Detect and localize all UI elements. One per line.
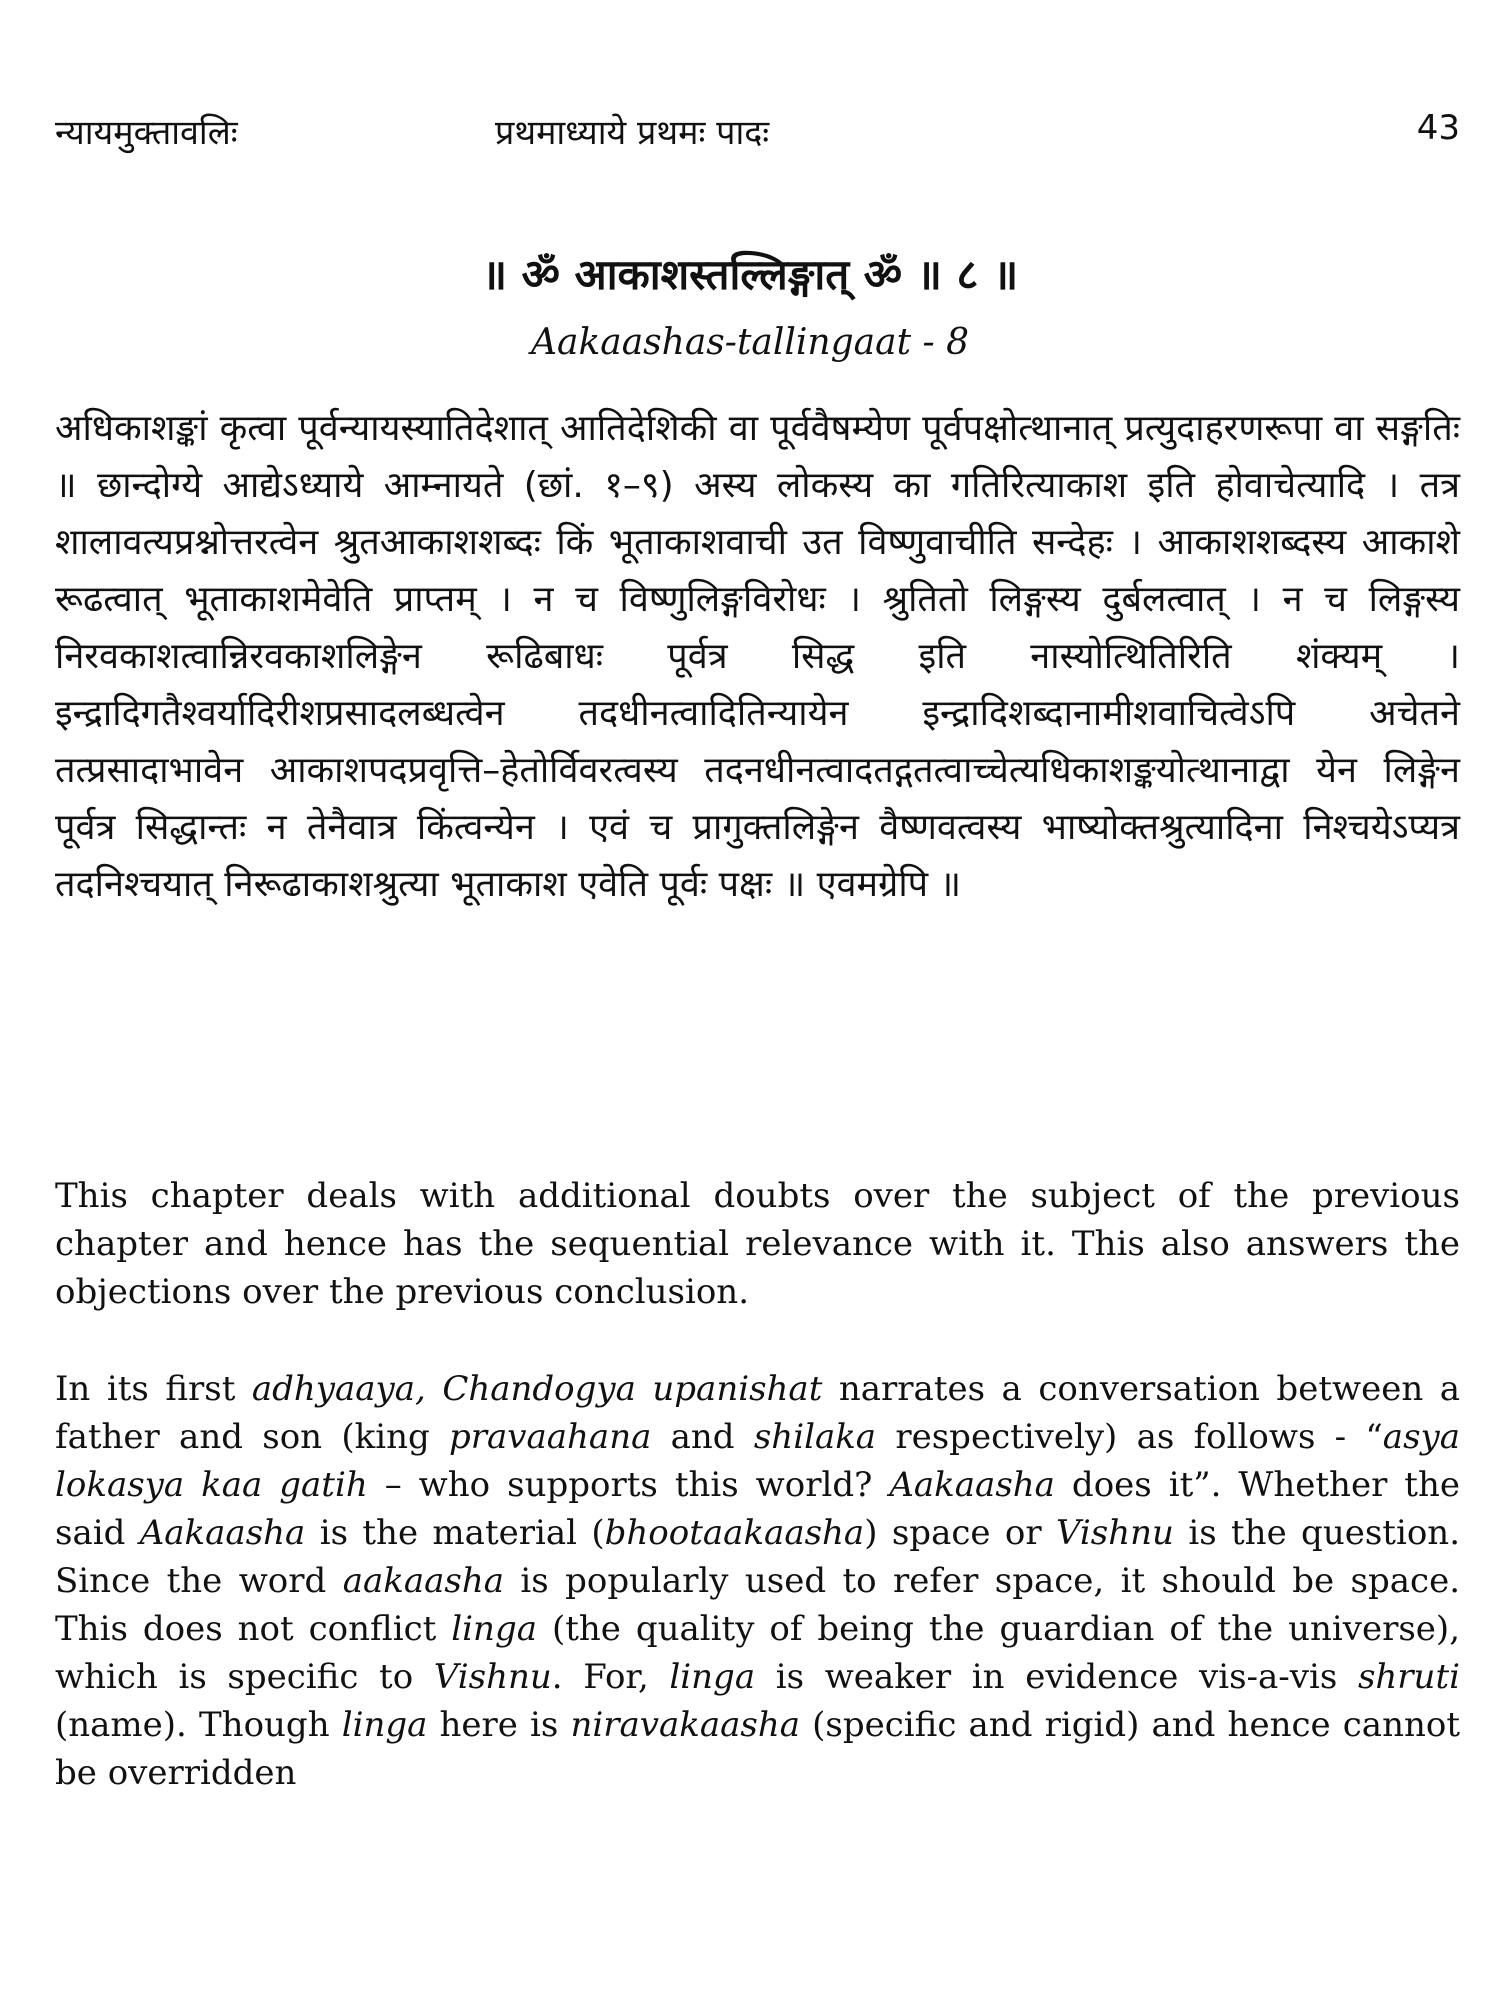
italic-term: aakaasha bbox=[342, 1561, 504, 1601]
italic-term: adhyaaya, Chandogya upanishat bbox=[251, 1369, 823, 1409]
english-paragraph-2 bbox=[55, 1365, 1460, 1797]
text-run: respectively) as follows - “ bbox=[876, 1417, 1383, 1457]
text-run: In its first bbox=[55, 1369, 252, 1409]
text-run: here is bbox=[427, 1705, 571, 1745]
running-header bbox=[55, 108, 1460, 158]
text-run: does it”. Whether the said bbox=[55, 1465, 1460, 1553]
italic-term: shruti bbox=[1357, 1657, 1460, 1697]
italic-term: Vishnu bbox=[1055, 1513, 1174, 1553]
text-run: and bbox=[651, 1417, 754, 1457]
book-title: न्यायमुक्तावलिः bbox=[55, 113, 238, 153]
english-paragraph-1: This chapter deals with additional doubts over the subject of the previous chapter and hence has the sequential relevance with it. This also answers the objections over the previous conclusion. bbox=[55, 1176, 1460, 1312]
italic-term: pravaahana bbox=[449, 1417, 652, 1457]
text-run: is the question. Since the word bbox=[55, 1513, 1461, 1601]
italic-term: linga bbox=[341, 1705, 428, 1745]
text-run: is weaker in evidence vis-a-vis bbox=[755, 1657, 1358, 1697]
italic-term: shilaka bbox=[753, 1417, 877, 1457]
text-run: – who supports this world? bbox=[367, 1465, 890, 1505]
text-run: (specific and rigid) and hence cannot be overridden bbox=[55, 1705, 1460, 1793]
text-run: . For, bbox=[551, 1657, 670, 1697]
sutra-heading: ॥ ॐ आकाशस्तल्लिङ्गात् ॐ ॥ ८ ॥ bbox=[481, 250, 1019, 299]
italic-term: linga bbox=[669, 1657, 756, 1697]
sutra-transliteration: Aakaashas-tallingaat - 8 bbox=[530, 322, 969, 363]
italic-term: asya lokasya kaa gatih bbox=[55, 1417, 1460, 1505]
italic-term: niravakaasha bbox=[570, 1705, 801, 1745]
text-run: (the quality of being the guardian of the universe), which is specific to bbox=[55, 1609, 1460, 1697]
sanskrit-commentary: अधिकाशङ्कां कृत्वा पूर्वन्यायस्यातिदेशात् आतिदेशिकी वा पूर्ववैषम्येण पूर्वपक्षोत्थानात् प्रत्युदाहरणरूपा वा सङ्गतिः ॥ छान्दोग्ये आद्येऽध्याये आम्नायते (छां. १–९) अस्य लोकस्य का गतिरित्याकाश इति होवाचेत्यादि । तत्र शालावत्यप्रश्नोत्तरत्वेन श्रुतआकाशशब्दः किं भूताकाशवाची उत विष्णुवाचीति सन्देहः । आकाशशब्दस्य आकाशे रूढत्वात् भूताकाशमेवेति प्राप्तम् । न च विष्णुलिङ्गविरोधः । श्रुतितो लिङ्गस्य दुर्बलत्वात् । न च लिङ्गस्य निरवकाशत्वान्निरवकाशलिङ्गेन रूढिबाधः पूर्वत्र सिद्ध इति नास्योत्थितिरिति शंक्यम् । इन्द्रादिगतैश्वर्यादिरीशप्रसादलब्धत्वेन तदधीनत्वादितिन्यायेन इन्द्रादिशब्दानामीशवाचित्वेऽपि अचेतने तत्प्रसादाभावेन आकाशपदप्रवृत्ति–हेतोर्विवरत्वस्य तदनधीनत्वादतद्गतत्वाच्चेत्यधिकाशङ्कयोत्थानाद्वा येन लिङ्गेन पूर्वत्र सिद्धान्तः न तेनैवात्र किंत्वन्येन । एवं च प्रागुक्तलिङ्गेन वैष्णवत्वस्य भाष्योक्तश्रुत्यादिना निश्चयेऽप्यत्र तदनिश्चयात् निरूढाकाशश्रुत्या भूताकाश एवेति पूर्वः पक्षः ॥ एवमग्रेपि ॥ bbox=[55, 408, 1460, 905]
italic-term: Aakaasha bbox=[139, 1513, 306, 1553]
italic-term: linga bbox=[451, 1609, 537, 1649]
text-run: (name). Though bbox=[55, 1705, 342, 1745]
text-run: ) space or bbox=[864, 1513, 1056, 1553]
section-title: प्रथमाध्याये प्रथमः पादः bbox=[495, 113, 770, 153]
italic-term: Vishnu bbox=[433, 1657, 552, 1697]
text-run: narrates a conversation between a father and son (king bbox=[55, 1369, 1460, 1457]
page-number: 43 bbox=[1416, 108, 1460, 148]
italic-term: Aakaasha bbox=[889, 1465, 1055, 1505]
italic-term: bhootaakaasha bbox=[604, 1513, 865, 1553]
text-run: is the material ( bbox=[305, 1513, 605, 1553]
text-run: is popularly used to refer space, it should be space. This does not conflict bbox=[55, 1561, 1461, 1649]
